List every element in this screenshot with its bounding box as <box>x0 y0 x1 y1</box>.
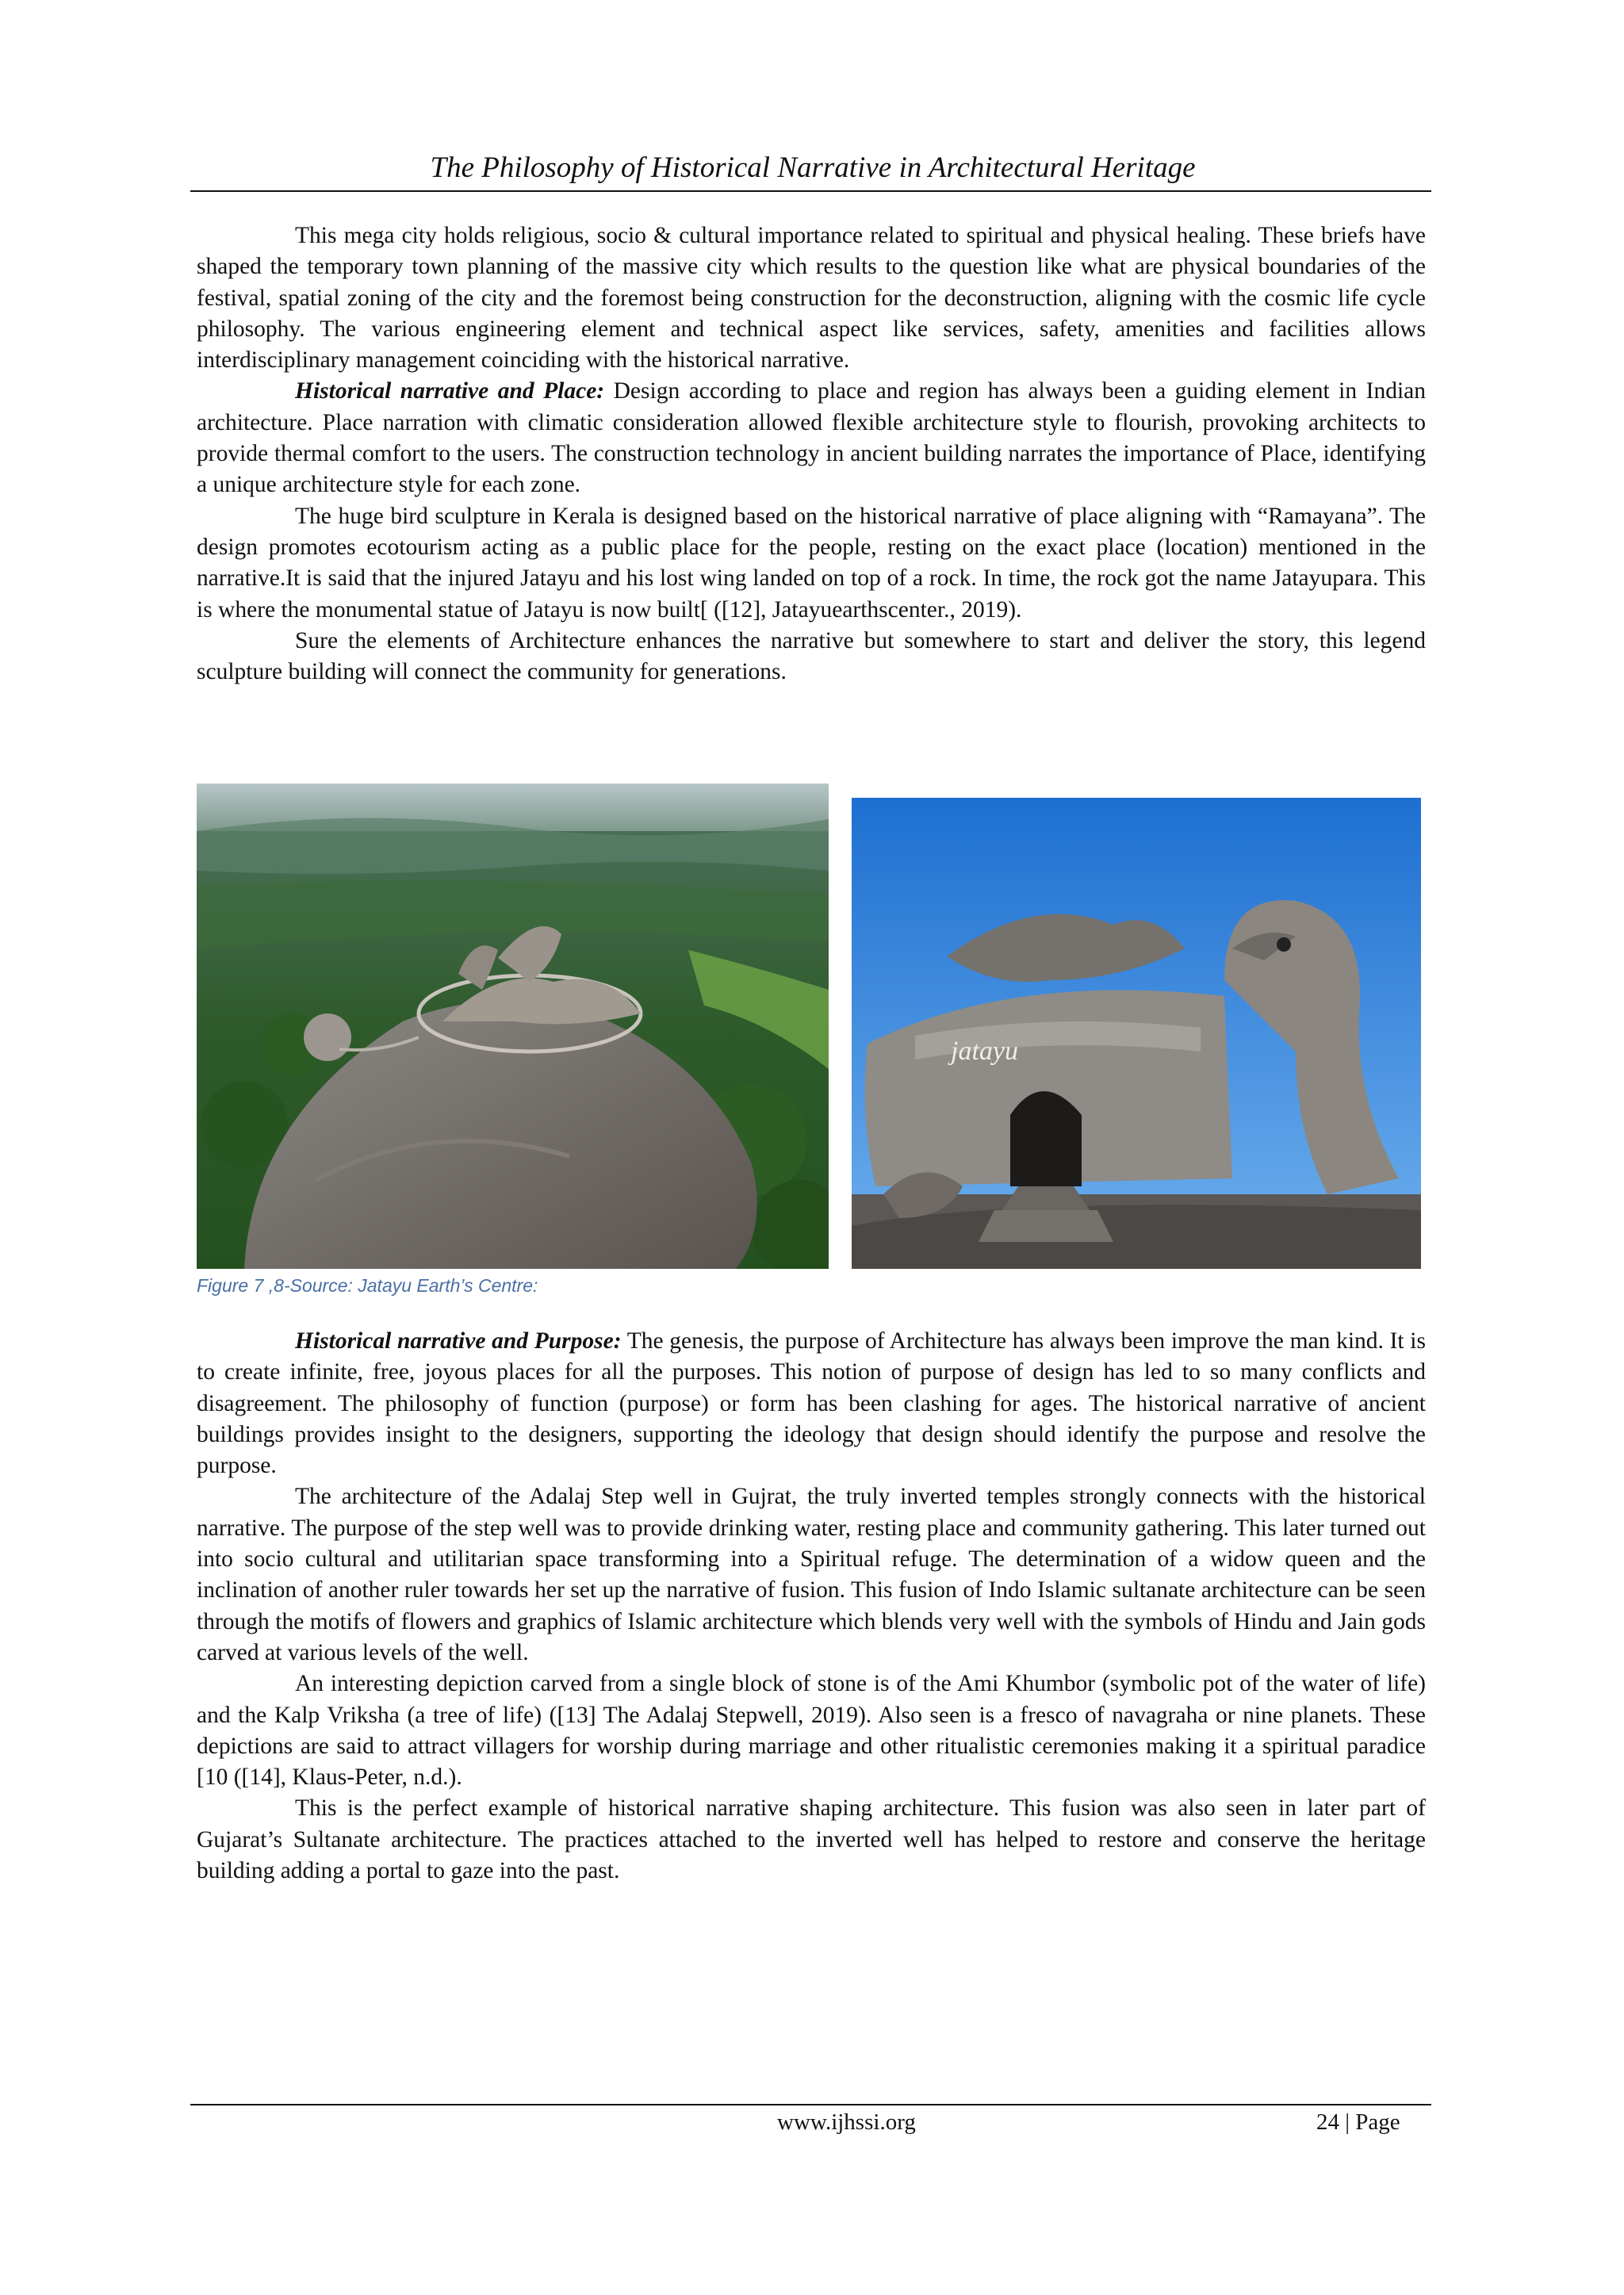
paragraph-depiction: An interesting depiction carved from a single block of stone is of the Ami Khumbor (symbolic pot of the water of life) and the Kalp Vriksha (a tree of life) ([13] The Adalaj Stepwell, 2019). Also seen is a fresco of navagraha or nine planets. These depictions are said to attract villagers for worship during marriage and other ritualistic ceremonies making it a spiritual paradice [10 ([14], Klaus-Peter, n.d.). <box>197 1671 1426 1791</box>
heading-place: Historical narrative and Place: <box>295 378 605 404</box>
paragraph-legend: Sure the elements of Architecture enhances the narrative but somewhere to start and deliver the story, this legend sculpture building will connect the community for generations. <box>197 627 1426 685</box>
figure-caption: Figure 7 ,8-Source: Jatayu Earth’s Centre: <box>197 1275 538 1296</box>
page-number: 24 | Page <box>1316 2109 1400 2135</box>
paragraph-bird-sculpture: The huge bird sculpture in Kerala is designed based on the historical narrative of place aligning with “Ramayana”. The design promotes ecotourism acting as a public place for the people, resting on the exact place (location) mentioned in the narrative.It is said that the injured Jatayu and his lost wing landed on top of a rock. In time, the rock got the name Jatayupara. This is where the monumental statue of Jatayu is now built[ ([12], Jatayuearthscenter., 2019). <box>197 503 1426 623</box>
heading-purpose: Historical narrative and Purpose: <box>295 1328 622 1354</box>
figure-8-front-photo <box>852 798 1421 1269</box>
jatayu-sign-text: jatayu <box>951 1036 1018 1066</box>
paragraph-perfect-example: This is the perfect example of historical narrative shaping architecture. This fusion was also seen in later part of Gujarat’s Sultanate architecture. The practices attached to the inverted well has helped to restore and conserve the heritage building adding a portal to gaze into the past. <box>197 1795 1426 1884</box>
running-head: The Philosophy of Historical Narrative in Architectural Heritage <box>430 151 1196 184</box>
footer-rule <box>190 2104 1431 2105</box>
body-text-section-1 <box>197 220 1426 688</box>
header-rule <box>190 190 1431 192</box>
paragraph-mega-city: This mega city holds religious, socio & cultural importance related to spiritual and physical healing. These briefs have shaped the temporary town planning of the massive city which results to the question like what are physical boundaries of the festival, spatial zoning of the city and the foremost being construction for the deconstruction, aligning with the cosmic life cycle philosophy. The various engineering element and technical aspect like services, safety, amenities and facilities allows interdisciplinary management coinciding with the historical narrative. <box>197 223 1426 374</box>
body-text-section-2 <box>197 1326 1426 1887</box>
paragraph-place-text: Design according to place and region has always been a guiding element in Indian architecture. Place narration with climatic consideration allowed flexible architecture style to flourish, provoking architects to provide thermal comfort to the users. The construction technology in ancient building narrates the importance of Place, identifying a unique architecture style for each zone. <box>197 378 1426 498</box>
paragraph-purpose <box>197 1326 1426 1481</box>
front-photo-illustration <box>852 798 1421 1269</box>
figure-7-aerial-photo <box>197 784 829 1269</box>
paragraph-purpose-text: The genesis, the purpose of Architecture has always been improve the man kind. It is to create infinite, free, joyous places for all the purposes. This notion of purpose of design has led to so many conflicts and disagreement. The philosophy of function (purpose) or form has been clashing for ages. The historical narrative of ancient buildings provides insight to the designers, supporting the ideology that design should identify the purpose and resolve the purpose. <box>197 1328 1426 1479</box>
footer-url: www.ijhssi.org <box>777 2109 916 2135</box>
paragraph-place <box>197 376 1426 500</box>
aerial-photo-illustration <box>197 784 829 1269</box>
paragraph-adalaj: The architecture of the Adalaj Step well in Gujrat, the truly inverted temples strongly connects with the historical narrative. The purpose of the step well was to provide drinking water, resting place and community gathering. This later turned out into socio cultural and utilitarian space transforming into a Spiritual refuge. The determination of a widow queen and the inclination of another ruler towards her set up the narrative of fusion. This fusion of Indo Islamic sultanate architecture can be seen through the motifs of flowers and graphics of Islamic architecture which blends very well with the symbols of Hindu and Jain gods carved at various levels of the well. <box>197 1484 1426 1665</box>
